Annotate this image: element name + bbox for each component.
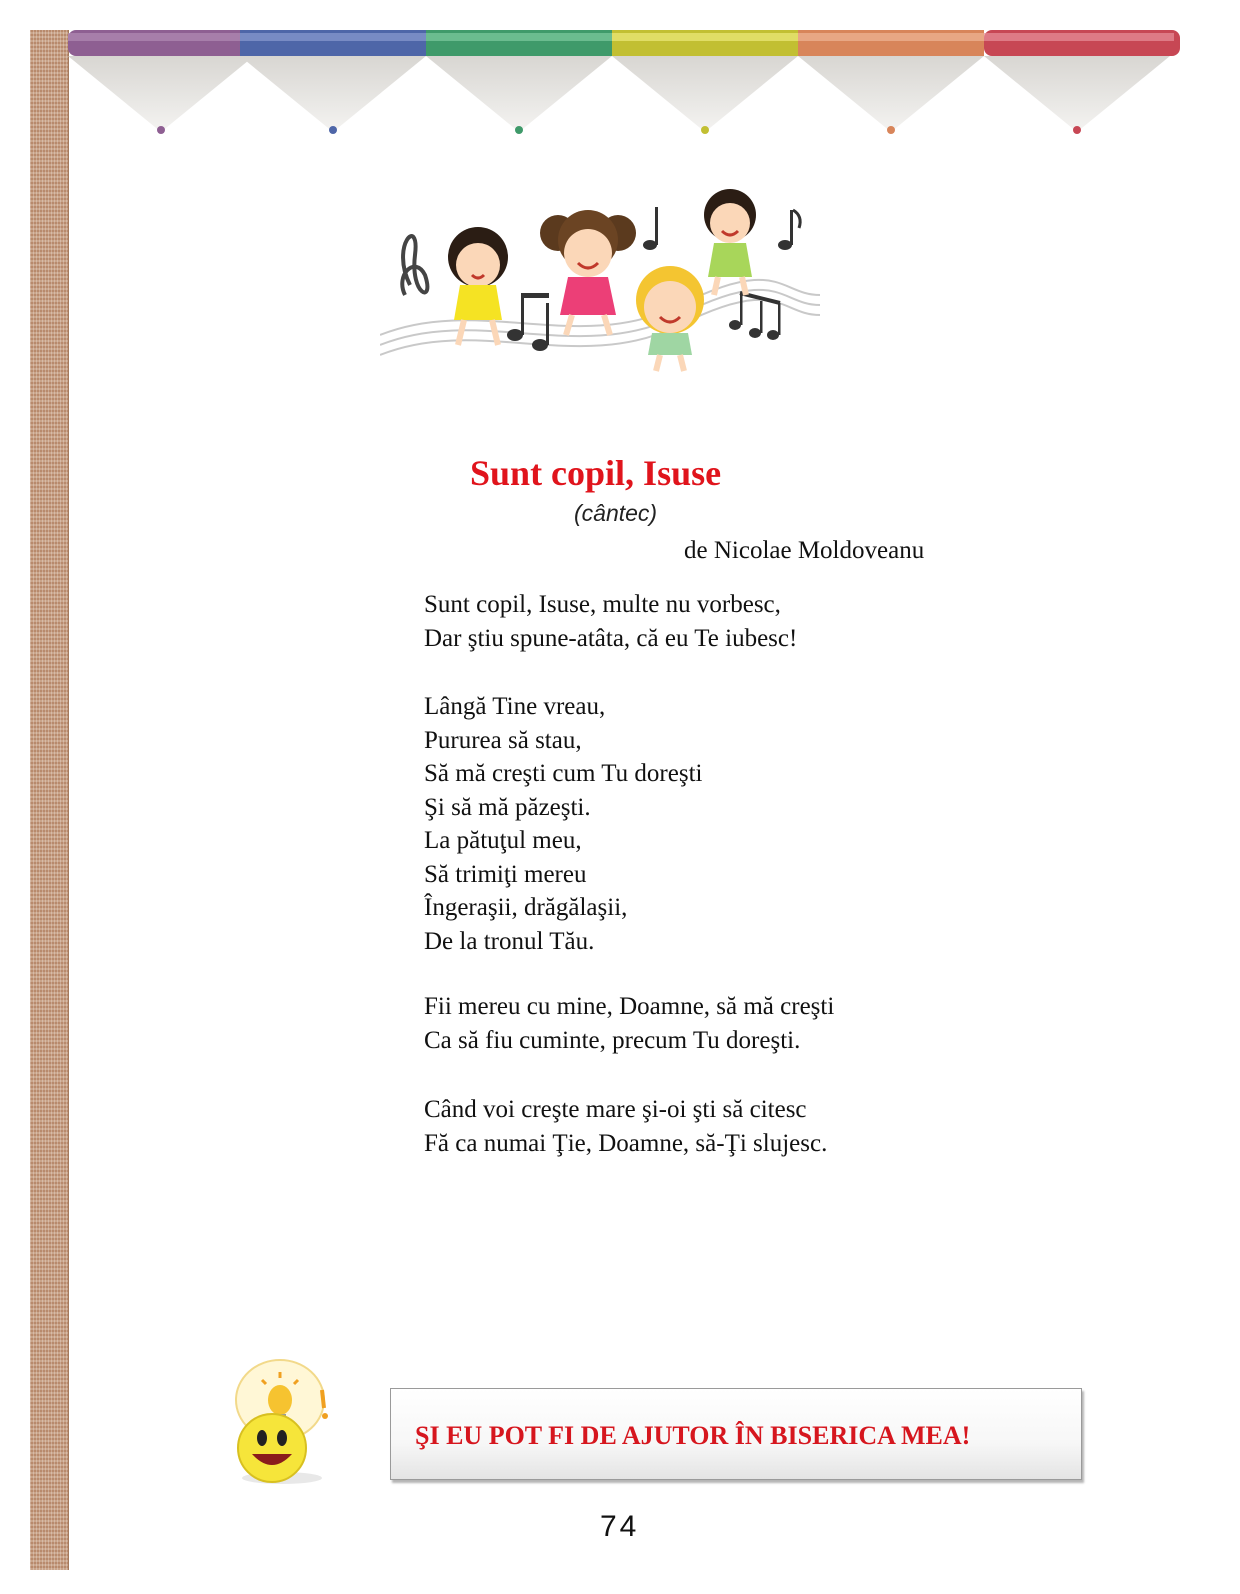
stanza [424, 588, 797, 655]
callout-box [390, 1388, 1082, 1480]
verse-line: De la tronul Tău. [424, 927, 595, 955]
verse-line: Lângă Tine vreau, [424, 693, 606, 720]
pencil-yellow [612, 30, 798, 134]
verse-line: Să mă creşti cum Tu doreşti [424, 760, 703, 787]
smiley-lightbulb-icon [222, 1350, 342, 1490]
verse-line: Fă ca numai Ţie, Doamne, să-Ţi slujesc. [424, 1129, 828, 1157]
stanza [424, 990, 834, 1057]
verse-line: Şi să mă păzeşti. [424, 793, 591, 821]
lightbulb-icon [268, 1385, 292, 1415]
music-note-icon [643, 207, 658, 250]
pencil-purple [68, 30, 254, 134]
poem-author: de Nicolae Moldoveanu [684, 537, 925, 564]
page-number: 74 [600, 1510, 640, 1543]
child-figure [540, 210, 636, 335]
child-figure [704, 189, 756, 295]
verse-line: Îngeraşii, drăgălaşii, [424, 894, 628, 921]
verse-line: Dar ştiu spune-atâta, că eu Te iubesc! [424, 624, 798, 652]
pencil-red [984, 30, 1180, 134]
smiley-face-icon [238, 1414, 306, 1482]
stanza [424, 1093, 827, 1160]
verse-line: Ca să fiu cuminte, precum Tu doreşti. [424, 1026, 801, 1054]
dancing-children-illustration [380, 185, 820, 375]
child-figure [448, 227, 508, 345]
child-figure [636, 266, 704, 371]
treble-clef-icon [402, 236, 427, 295]
decorative-side-strip [30, 30, 69, 1570]
verse-line: La pătuţul meu, [424, 827, 582, 854]
colored-pencils-border [68, 30, 1180, 140]
callout-text: ŞI EU POT FI DE AJUTOR ÎN BISERICA MEA! [415, 1421, 971, 1450]
pencil-orange [798, 30, 984, 134]
music-note-icon [778, 210, 800, 250]
stanza [424, 690, 702, 958]
pencil-green [426, 30, 612, 134]
verse-line: Să trimiţi mereu [424, 860, 587, 888]
poem-subtitle: (cântec) [574, 500, 658, 526]
poem-title: Sunt copil, Isuse [470, 453, 722, 493]
pencil-blue [240, 30, 426, 134]
verse-line: Fii mereu cu mine, Doamne, să mă creşti [424, 993, 835, 1020]
verse-line: Sunt copil, Isuse, multe nu vorbesc, [424, 591, 781, 618]
verse-line: Când voi creşte mare şi-oi şti să citesc [424, 1096, 807, 1123]
verse-line: Pururea să stau, [424, 726, 582, 754]
